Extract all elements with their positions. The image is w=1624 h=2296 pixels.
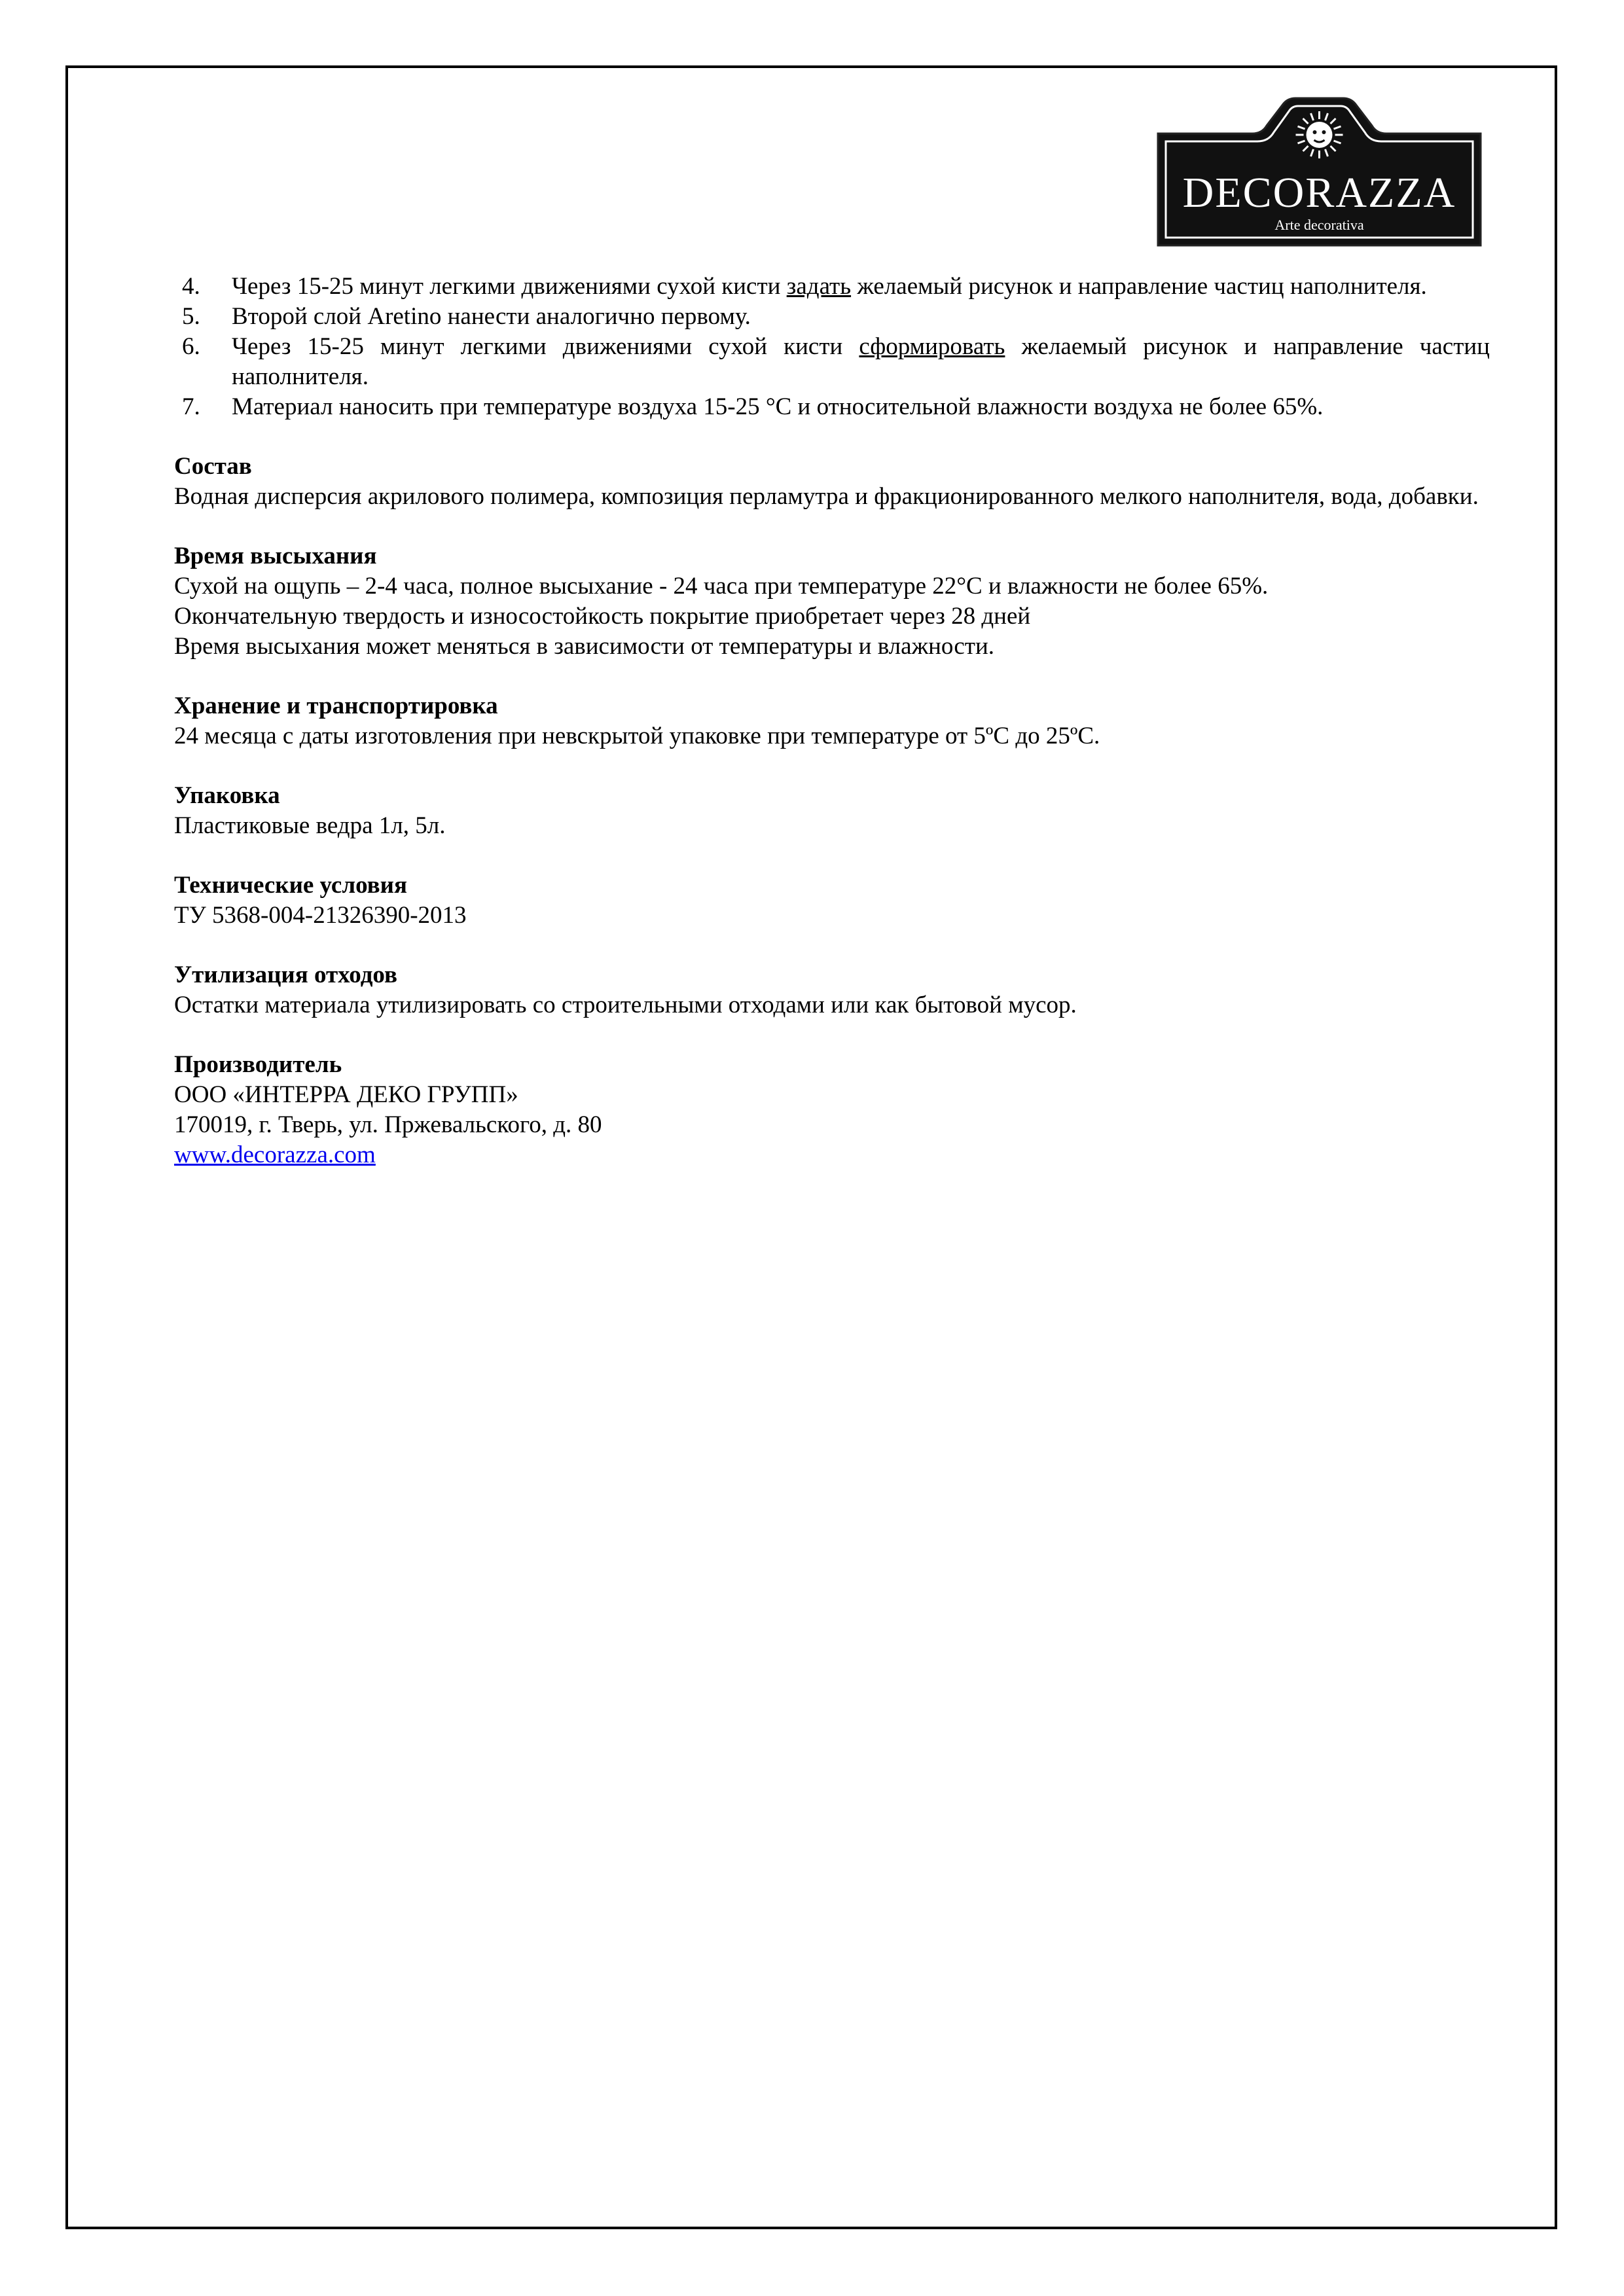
section-text: Окончательную твердость и износостойкость покрытие приобретает через 28 дней [174,603,1031,630]
company-address: 170019, г. Тверь, ул. Пржевальского, д. 80 [174,1111,602,1138]
step-number: 4. [182,273,200,300]
section-heading: Состав [174,453,252,480]
section-heading: Хранение и транспортировка [174,692,498,719]
list-item [174,272,1490,302]
step-text: Материал наносить при температуре воздуха 15-25 °С и относительной влажности воздуха не более 65%. [232,393,1324,420]
section-text: Пластиковые ведра 1л, 5л. [174,812,446,839]
step-text: Через 15-25 минут легкими движениями сухой кисти сформировать желаемый рисунок и направление частиц наполнителя. [232,333,1490,390]
website-link[interactable]: www.decorazza.com [174,1141,376,1168]
section-text: Сухой на ощупь – 2-4 часа, полное высыхание - 24 часа при температуре 22°С и влажности не более 65%. [174,573,1269,600]
section-text: Остатки материала утилизировать со строительными отходами или как бытовой мусор. [174,992,1077,1018]
step-text: Через 15-25 минут легкими движениями сухой кисти задать желаемый рисунок и направление частиц наполнителя. [232,273,1427,300]
section-heading: Технические условия [174,872,407,899]
packaging-section [174,781,1490,841]
section-text: Водная дисперсия акрилового полимера, композиция перламутра и фракционированного мелкого наполнителя, вода, добавки. [174,483,1479,510]
step-number: 5. [182,303,200,330]
step-number: 7. [182,393,200,420]
disposal-section [174,960,1490,1020]
section-text: ТУ 5368-004-21326390-2013 [174,902,467,929]
section-heading: Время высыхания [174,543,377,569]
drying-section [174,541,1490,662]
underlined-word: задать [786,273,852,300]
storage-section [174,691,1490,751]
underlined-word: сформировать [859,333,1005,360]
logo-tagline: Arte decorativa [1274,217,1364,233]
manufacturer-section [174,1050,1490,1170]
section-text: Время высыхания может меняться в зависимости от температуры и влажности. [174,633,994,660]
section-heading: Упаковка [174,782,280,809]
document-body [174,272,1490,1170]
list-item [174,332,1490,392]
decorazza-logo [1154,96,1485,249]
list-item [174,302,1490,332]
section-text: 24 месяца с даты изготовления при невскрытой упаковке при температуре от 5ºС до 25ºС. [174,723,1100,749]
step-number: 6. [182,333,200,360]
list-item [174,392,1490,422]
composition-section [174,452,1490,512]
section-heading: Производитель [174,1051,342,1078]
company-name: ООО «ИНТЕРРА ДЕКО ГРУПП» [174,1081,518,1108]
specs-section [174,870,1490,931]
step-text: Второй слой Aretino нанести аналогично первому. [232,303,751,330]
application-steps [174,272,1490,422]
logo-brand: DECORAZZA [1182,169,1456,217]
section-heading: Утилизация отходов [174,961,397,988]
